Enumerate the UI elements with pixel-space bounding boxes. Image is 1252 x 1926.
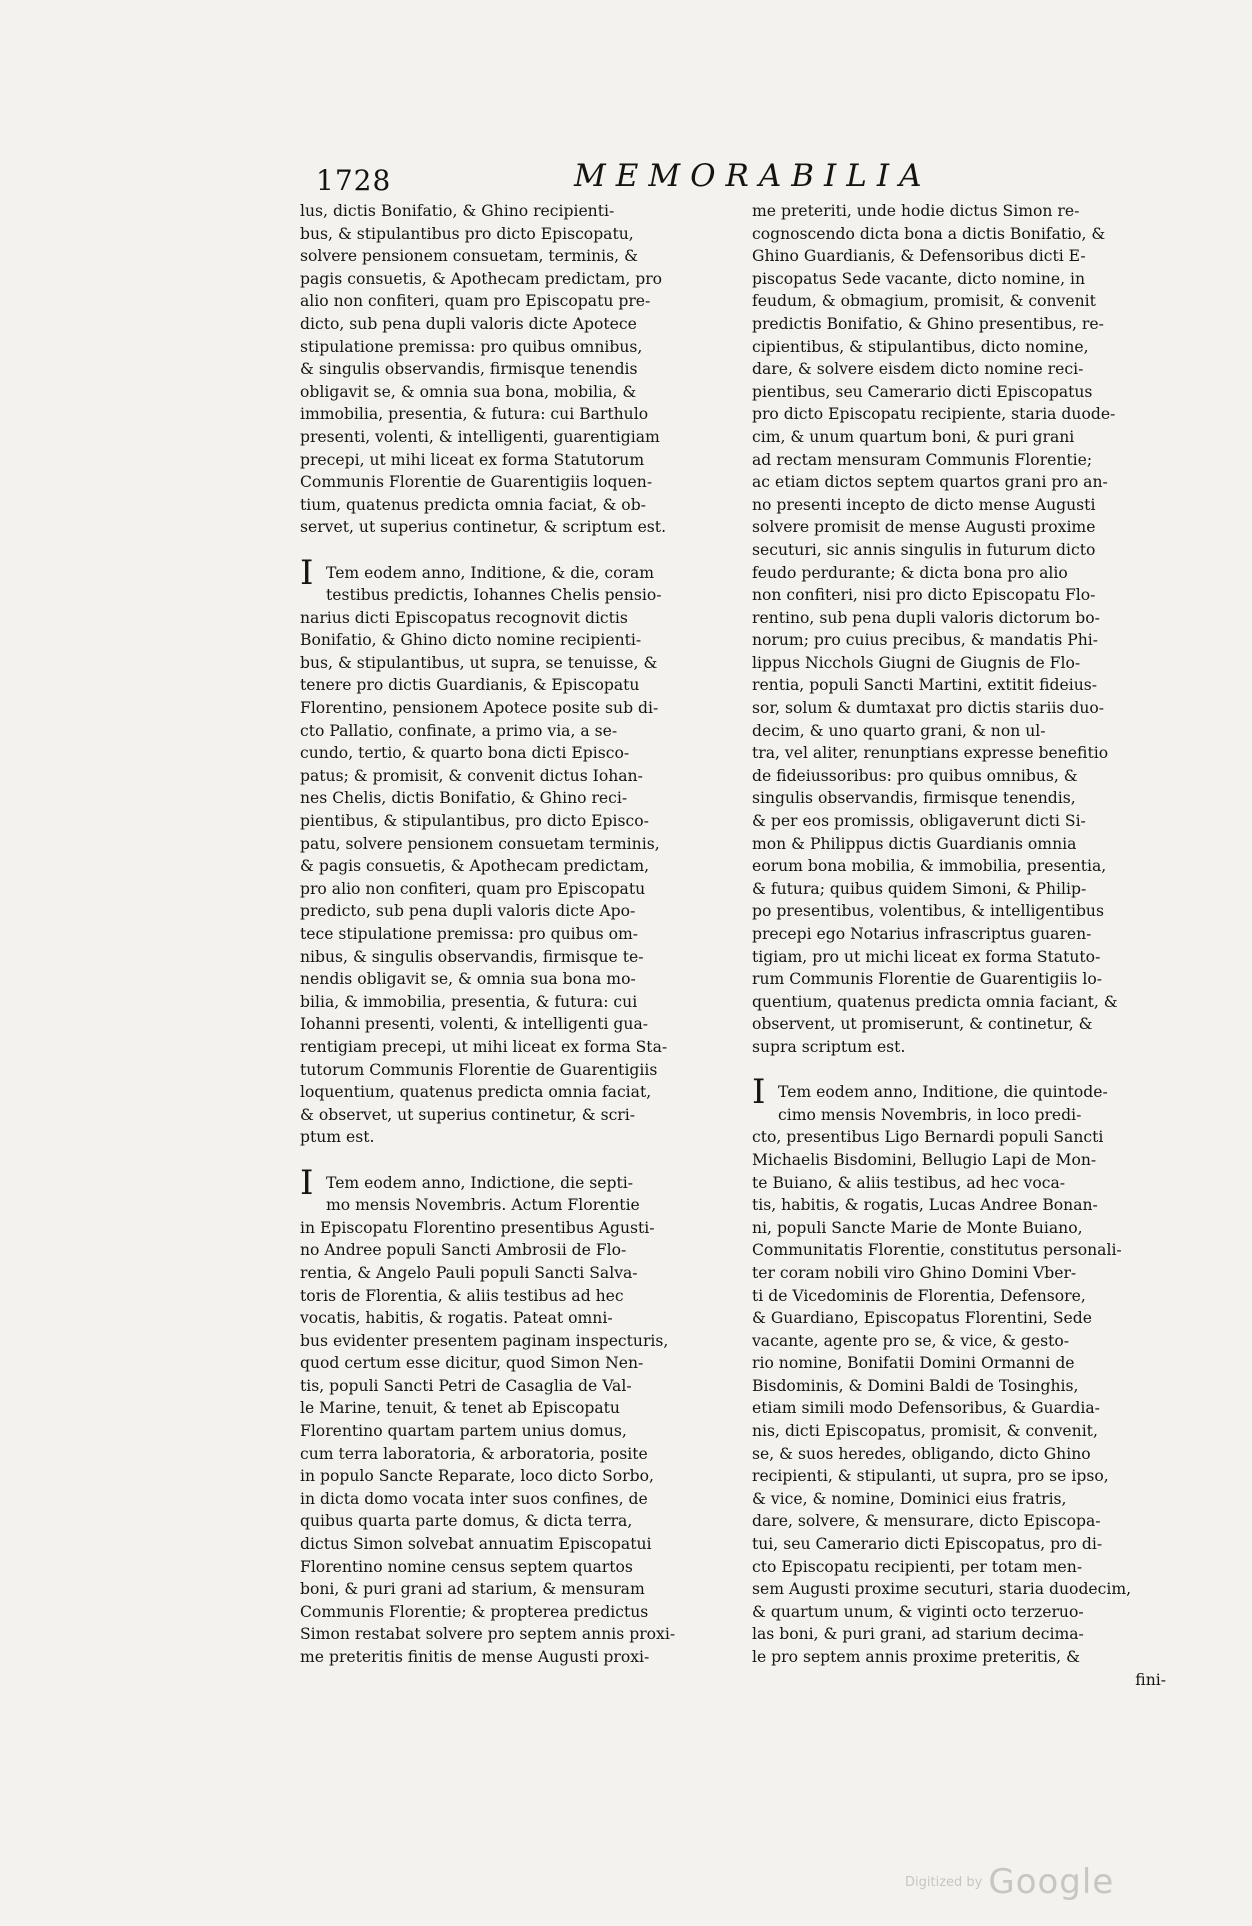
text-line: pientibus, & stipulantibus, pro dicto Episco- (300, 812, 649, 831)
text-line: ti de Vicedominis de Florentia, Defensore, (752, 1286, 1086, 1305)
left-paragraph-1 (300, 200, 736, 539)
text-line: toris de Florentia, & aliis testibus ad hec (300, 1286, 624, 1305)
text-line: Communitatis Florentie, constitutus personali- (752, 1241, 1122, 1260)
text-line: patu, solvere pensionem consuetam terminis, (300, 834, 660, 853)
text-line: lus, dictis Bonifatio, & Ghino recipienti- (300, 202, 615, 220)
text-line: tium, quatenus predicta omnia faciat, & ob- (300, 495, 646, 514)
text-line: lippus Nicchols Giugni de Giugnis de Flo- (752, 653, 1081, 672)
text-line: singulis observandis, firmisque tenendis, (752, 789, 1076, 808)
left-column (300, 200, 736, 1669)
text-line: tutorum Communis Florentie de Guarentigiis (300, 1060, 658, 1079)
text-line: loquentium, quatenus predicta omnia faciat, (300, 1083, 652, 1102)
text-line: Bisdominis, & Domini Baldi de Tosinghis, (752, 1376, 1079, 1395)
text-line: ac etiam dictos septem quartos grani pro an- (752, 473, 1108, 492)
text-line: dicto, sub pena dupli valoris dicte Apotece (300, 314, 637, 333)
text-line: feudo perdurante; & dicta bona pro alio (752, 563, 1068, 582)
text-line: se, & suos heredes, obligando, dicto Ghino (752, 1444, 1091, 1463)
text-line: cognoscendo dicta bona a dictis Bonifatio, & (752, 224, 1106, 243)
text-line: non confiteri, nisi pro dicto Episcopatu Flo- (752, 586, 1096, 605)
text-line: eorum bona mobilia, & immobilia, presentia, (752, 857, 1107, 876)
text-line: cim, & unum quartum boni, & puri grani (752, 427, 1075, 446)
text-line: secuturi, sic annis singulis in futurum dicto (752, 540, 1096, 559)
text-line: feudum, & obmagium, promisit, & convenit (752, 292, 1096, 311)
page-number: 1728 (316, 164, 392, 197)
text-line: predictis Bonifatio, & Ghino presentibus, re- (752, 314, 1104, 333)
text-line: recipienti, & stipulanti, ut supra, pro se ipso, (752, 1467, 1109, 1486)
text-line: I Tem eodem anno, Inditione, & die, coram (300, 552, 655, 593)
text-line: de fideiussoribus: pro quibus omnibus, & (752, 766, 1078, 785)
text-line: bus evidenter presentem paginam inspecturis, (300, 1331, 669, 1350)
text-line: me preteriti, unde hodie dictus Simon re- (752, 202, 1080, 220)
text-line: bus, & stipulantibus, ut supra, se tenuisse, & (300, 653, 658, 672)
text-line: immobilia, presentia, & futura: cui Barthulo (300, 405, 649, 424)
text-line: sor, solum & dumtaxat pro dictis stariis duo- (752, 699, 1105, 718)
text-line: supra scriptum est. (752, 1037, 906, 1056)
text-line: mo mensis Novembris. Actum Florentie (326, 1196, 640, 1215)
text-line: ni, populi Sancte Marie de Monte Buiano, (752, 1218, 1083, 1237)
text-line: etiam simili modo Defensoribus, & Guardia- (752, 1399, 1100, 1418)
text-line: Bonifatio, & Ghino dicto nomine recipienti- (300, 631, 642, 650)
text-line: I Tem eodem anno, Inditione, die quintode- (752, 1072, 1108, 1113)
text-line: dictus Simon solvebat annuatim Episcopatui (300, 1535, 652, 1554)
text-line: bus, & stipulantibus pro dicto Episcopatu, (300, 224, 634, 243)
drop-initial: I (300, 1162, 314, 1203)
text-line: dare, solvere, & mensurare, dicto Episcopa- (752, 1512, 1101, 1531)
text-line: vacante, agente pro se, & vice, & gesto- (752, 1331, 1069, 1350)
digitized-watermark (905, 1862, 1114, 1902)
text-line: solvere promisit de mense Augusti proxime (752, 518, 1096, 537)
text-line: tigiam, pro ut michi liceat ex forma Statuto- (752, 947, 1101, 966)
text-line: tenere pro dictis Guardianis, & Episcopatu (300, 676, 640, 695)
text-line: patus; & promisit, & convenit dictus Iohan- (300, 766, 643, 785)
text-line: ptum est. (300, 1128, 375, 1147)
text-line: ad rectam mensuram Communis Florentie; (752, 450, 1093, 469)
drop-initial: I (752, 1072, 766, 1113)
text-line: pagis consuetis, & Apothecam predictam, pro (300, 269, 663, 288)
text-line: Communis Florentie de Guarentigiis loquen- (300, 473, 653, 492)
text-line: rentino, sub pena dupli valoris dictorum bo- (752, 608, 1100, 627)
text-line: tra, vel aliter, renunptians expresse benefitio (752, 744, 1109, 763)
watermark-brand: Google (988, 1862, 1115, 1902)
text-line: tis, habitis, & rogatis, Lucas Andree Bonan- (752, 1196, 1098, 1215)
watermark-prefix: Digitized by (905, 1875, 983, 1890)
text-line: I Tem eodem anno, Indictione, die septi- (300, 1162, 634, 1203)
right-column (752, 200, 1192, 1691)
text-line: nes Chelis, dictis Bonifatio, & Ghino reci- (300, 789, 628, 808)
text-line: tui, seu Camerario dicti Episcopatus, pro di- (752, 1535, 1103, 1554)
text-line: in populo Sancte Reparate, loco dicto Sorbo, (300, 1467, 654, 1486)
text-line: tece stipulatione premissa: pro quibus om- (300, 925, 639, 943)
drop-initial: I (300, 552, 314, 593)
text-line: cto Episcopatu recipienti, per totam men- (752, 1557, 1083, 1576)
text-line: pientibus, seu Camerario dicti Episcopatus (752, 382, 1093, 401)
text-line: rentia, populi Sancti Martini, extitit fideius- (752, 676, 1098, 695)
text-line: in Episcopatu Florentino presentibus Agusti- (300, 1218, 655, 1237)
text-line: stipulatione premissa: pro quibus omnibus, (300, 337, 643, 356)
text-line: dare, & solvere eisdem dicto nomine reci- (752, 360, 1084, 379)
text-line: ter coram nobili viro Ghino Domini Vber- (752, 1263, 1077, 1282)
text-line: quentium, quatenus predicta omnia faciant, & (752, 992, 1118, 1011)
text-line: Communis Florentie; & propterea predictus (300, 1602, 649, 1621)
text-line: solvere pensionem consuetam, terminis, & (300, 247, 638, 266)
text-line: cundo, tertio, & quarto bona dicti Episco- (300, 744, 630, 763)
text-line: vocatis, habitis, & rogatis. Pateat omni- (300, 1309, 613, 1328)
text-line: no presenti incepto de dicto mense Augusti (752, 495, 1096, 514)
text-line: piscopatus Sede vacante, dicto nomine, in (752, 269, 1086, 288)
text-line: pro alio non confiteri, quam pro Episcopatu (300, 879, 646, 898)
text-line: in dicta domo vocata inter suos confines, de (300, 1489, 648, 1508)
right-paragraph-1 (752, 200, 1192, 1059)
text-line: & singulis observandis, firmisque tenendis (300, 360, 638, 379)
text-line: mon & Philippus dictis Guardianis omnia (752, 834, 1077, 853)
text-line: obligavit se, & omnia sua bona, mobilia, & (300, 382, 637, 401)
text-line: le Marine, tenuit, & tenet ab Episcopatu (300, 1399, 620, 1418)
text-line: no Andree populi Sancti Ambrosii de Flo- (300, 1241, 627, 1260)
text-line: po presentibus, volentibus, & intelligentibus (752, 902, 1104, 921)
left-paragraph-2 (300, 552, 736, 1149)
catchword: fini- (1135, 1670, 1166, 1689)
text-line: boni, & puri grani ad starium, & mensuram (300, 1580, 645, 1599)
text-line: cum terra laboratoria, & arboratoria, posite (300, 1444, 648, 1463)
text-line: rum Communis Florentie de Guarentigiis lo- (752, 970, 1103, 989)
text-line: quod certum esse dicitur, quod Simon Nen- (300, 1354, 644, 1373)
left-paragraph-3 (300, 1162, 736, 1669)
text-line: Michaelis Bisdomini, Bellugio Lapi de Mon- (752, 1150, 1097, 1169)
text-line: rio nomine, Bonifatii Domini Ormanni de (752, 1354, 1075, 1373)
text-line: nis, dicti Episcopatus, promisit, & convenit, (752, 1422, 1098, 1441)
text-line: nendis obligavit se, & omnia sua bona mo- (300, 970, 636, 989)
text-line: Ghino Guardianis, & Defensoribus dicti E- (752, 247, 1086, 266)
text-line: & futura; quibus quidem Simoni, & Philip- (752, 879, 1087, 898)
running-head: MEMORABILIA (574, 158, 932, 194)
text-line: & vice, & nomine, Dominici eius fratris, (752, 1489, 1067, 1508)
text-line: quibus quarta parte domus, & dicta terra, (300, 1512, 633, 1531)
text-line: rentia, & Angelo Pauli populi Sancti Salva- (300, 1263, 638, 1282)
text-line: me preteritis finitis de mense Augusti proxi- (300, 1648, 650, 1666)
text-line: las boni, & puri grani, ad starium decima- (752, 1625, 1084, 1644)
text-line: cto, presentibus Ligo Bernardi populi Sancti (752, 1128, 1104, 1147)
text-line: nibus, & singulis observandis, firmisque te- (300, 947, 644, 966)
text-line: & per eos promissis, obligaverunt dicti Si- (752, 812, 1086, 831)
text-line: tis, populi Sancti Petri de Casaglia de Val- (300, 1376, 632, 1395)
text-line: cto Pallatio, confinate, a primo via, a se- (300, 721, 618, 740)
text-line: cipientibus, & stipulantibus, dicto nomine, (752, 337, 1089, 356)
text-line: presenti, volenti, & intelligenti, guarentigiam (300, 427, 660, 446)
text-line: pro dicto Episcopatu recipiente, staria duode- (752, 405, 1116, 424)
text-line: te Buiano, & aliis testibus, ad hec voca- (752, 1173, 1066, 1192)
text-line: precepi, ut mihi liceat ex forma Statutorum (300, 450, 645, 469)
text-line: Florentino quartam partem unius domus, (300, 1422, 627, 1441)
text-line: le pro septem annis proxime preteritis, & (752, 1648, 1080, 1666)
text-line: bilia, & immobilia, presentia, & futura: cui (300, 992, 638, 1011)
text-line: testibus predictis, Iohannes Chelis pensio- (326, 586, 662, 605)
right-paragraph-2 (752, 1072, 1192, 1668)
text-line: Florentino nomine census septem quartos (300, 1557, 633, 1576)
text-line: precepi ego Notarius infrascriptus guaren- (752, 925, 1092, 943)
text-line: & Guardiano, Episcopatus Florentini, Sede (752, 1309, 1092, 1328)
text-line: decim, & uno quarto grani, & non ul- (752, 721, 1046, 740)
text-line: & pagis consuetis, & Apothecam predictam, (300, 857, 650, 876)
text-line: predicto, sub pena dupli valoris dicte Apo- (300, 902, 636, 921)
text-line: observent, ut promiserunt, & continetur, & (752, 1015, 1093, 1034)
text-line: Simon restabat solvere pro septem annis proxi- (300, 1625, 676, 1644)
text-line: cimo mensis Novembris, in loco predi- (778, 1105, 1082, 1124)
text-line: & observet, ut superius continetur, & scri- (300, 1105, 636, 1124)
text-line: Florentino, pensionem Apotece posite sub di- (300, 699, 659, 718)
text-line: Iohanni presenti, volenti, & intelligenti gua- (300, 1015, 649, 1034)
text-line: norum; pro cuius precibus, & mandatis Phi- (752, 631, 1099, 650)
text-line: alio non confiteri, quam pro Episcopatu pre- (300, 292, 651, 311)
text-line: & quartum unum, & viginti octo terzeruo- (752, 1602, 1084, 1621)
text-line: sem Augusti proxime secuturi, staria duodecim, (752, 1580, 1132, 1599)
text-line: servet, ut superius continetur, & scriptum est. (300, 518, 667, 537)
text-line: rentigiam precepi, ut mihi liceat ex forma Sta- (300, 1037, 668, 1056)
text-line: narius dicti Episcopatus recognovit dictis (300, 608, 628, 627)
